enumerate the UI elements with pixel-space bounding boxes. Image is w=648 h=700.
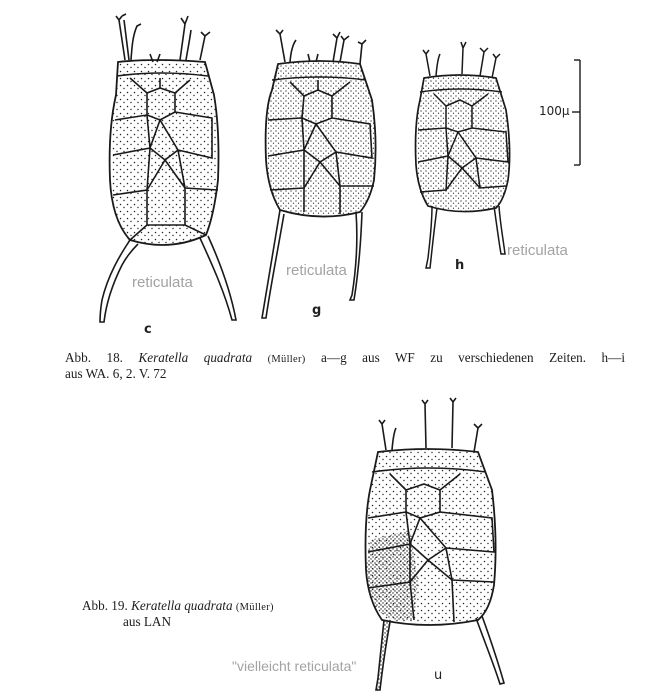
- scale-bar: [572, 60, 580, 165]
- scale-bar-label: 100μ: [539, 104, 570, 118]
- caption-19-author: (Müller): [235, 602, 274, 613]
- overlay-label-c: reticulata: [132, 274, 193, 291]
- caption-18-prefix: Abb. 18.: [65, 350, 139, 365]
- caption-18-line1-rest: a—g aus WF zu verschiedenen Zeiten. h—i: [305, 350, 625, 365]
- panel-label-h: h: [455, 258, 465, 273]
- overlay-label-g: reticulata: [286, 262, 347, 279]
- figure-18-caption: [65, 351, 625, 381]
- specimen-u-drawing: [366, 398, 505, 690]
- caption-18-line2: aus WA. 6, 2. V. 72: [65, 366, 167, 381]
- caption-19-prefix: Abb. 19.: [82, 598, 132, 613]
- caption-19-line2: aus LAN: [123, 614, 171, 629]
- overlay-label-h: reticulata: [507, 242, 568, 259]
- caption-19-species: Keratella quadrata: [131, 598, 233, 613]
- figure-19-caption: [82, 599, 362, 629]
- overlay-label-u: "vielleicht reticulata": [232, 658, 357, 674]
- panel-label-u: u: [434, 668, 443, 683]
- caption-18-author: (Müller): [267, 354, 306, 365]
- panel-label-g: g: [312, 303, 322, 318]
- panel-label-c: c: [144, 322, 152, 337]
- specimen-h-drawing: [416, 42, 510, 268]
- caption-18-species: Keratella quadrata: [138, 350, 253, 365]
